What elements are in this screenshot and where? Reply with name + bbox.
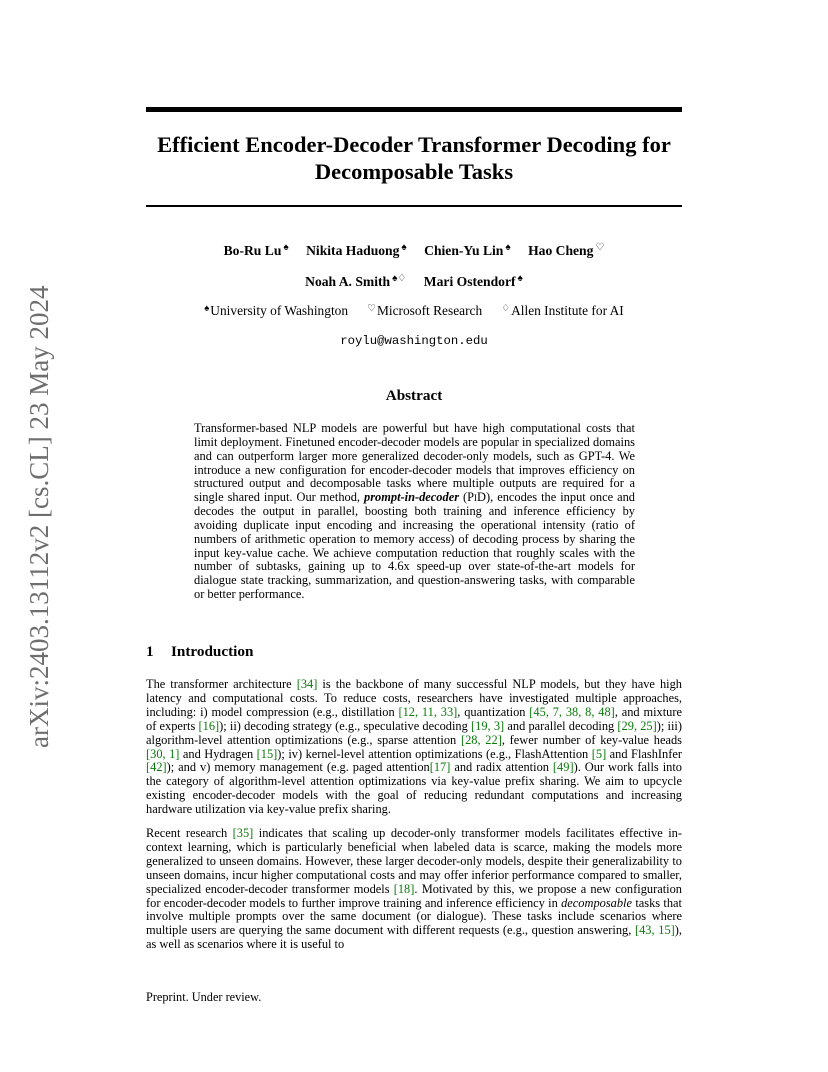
author-line-1 (146, 242, 682, 259)
citation-link[interactable]: [5] (591, 746, 607, 761)
affiliation-mark: ♠♢ (392, 273, 407, 284)
paragraph-text: and radix attention (450, 760, 553, 775)
citation-link[interactable]: [30, 1] (146, 746, 180, 761)
author-line-2 (146, 273, 682, 290)
citation-link[interactable]: [19, 3] (471, 718, 505, 733)
paragraph-text: , and mixture of experts (146, 704, 682, 733)
citation-link[interactable]: [12, 11, 33] (398, 704, 458, 719)
title-rule-top (146, 107, 682, 112)
method-name: prompt-in-decoder (364, 490, 460, 505)
intro-paragraph-1 (146, 678, 682, 817)
citation-link[interactable]: [17] (429, 760, 451, 775)
author-name: Noah A. Smith (305, 274, 391, 289)
method-abbreviation: PiD (467, 490, 486, 505)
affiliation-mark: ♡ (595, 242, 605, 253)
emphasis-text: decomposable (561, 895, 632, 910)
citation-link[interactable]: [28, 22] (460, 732, 502, 747)
paragraph-text: . Motivated by this, we propose a new configuration for encoder-decoder models to further improve training and inference efficiency in (146, 881, 682, 910)
author (424, 273, 523, 290)
title-line-2: Decomposable Tasks (314, 159, 514, 184)
paragraph-text: and parallel decoding (504, 718, 618, 733)
author-name: Hao Cheng (528, 243, 594, 258)
affiliation-mark: ♢ (501, 304, 511, 314)
author (424, 242, 511, 259)
affiliation-name: Microsoft Research (376, 303, 483, 318)
affiliation-mark: ♠ (283, 242, 289, 253)
paragraph-text: Recent research (146, 826, 233, 840)
abstract-text-part: ), encodes the input once and decodes the output in parallel, boosting both training and inference efficiency by avoiding duplicate input encoding and increasing the operational intensity (ratio of numbers of arithmetic operation to memory access) of decoding process by sharing the input key-value cache. We achieve computation reduction that roughly scales with the number of subtasks, gaining up to 4.6x speed-up over state-of-the-art models for dialogue state tracking, summarization, and question-answering tasks, with comparable or better performance. (194, 490, 635, 602)
affiliation-mark: ♠ (204, 304, 210, 314)
author (305, 273, 406, 290)
section-title: Introduction (171, 643, 254, 660)
paragraph-text: ), as well as scenarios where it is useful to (146, 923, 682, 952)
affiliation-mark: ♠ (505, 242, 511, 253)
footer-note: Preprint. Under review. (146, 990, 262, 1004)
affiliation (502, 303, 624, 319)
citation-link[interactable]: [15] (256, 746, 278, 761)
author-name: Bo-Ru Lu (223, 243, 282, 258)
citation-link[interactable]: [34] (296, 677, 318, 691)
contact-email[interactable]: roylu@washington.edu (340, 334, 488, 348)
abstract-heading: Abstract (385, 387, 443, 404)
section-heading (146, 643, 253, 661)
section-number: 1 (146, 643, 154, 660)
paragraph-text: The transformer architecture (146, 677, 297, 691)
affiliation-name: University of Washington (210, 303, 349, 318)
paragraph-text: and FlashInfer (606, 746, 682, 761)
paragraph-text: ); iii) algorithm-level attention optimizations (e.g., sparse attention (146, 718, 682, 747)
paragraph-text: indicates that scaling up decoder-only transformer models facilitates effective in-context learning, which is particularly beneficial when labeled data is scarce, making the models more generalized to unseen domains. However, these larger decoder-only models, despite their generalizability to unseen domains, incur higher computational costs and may offer inferior performance compared to smaller, specialized encoder-decoder transformer models (146, 826, 682, 896)
author-name: Mari Ostendorf (423, 274, 516, 289)
abstract-text-part: ( (459, 490, 468, 505)
title-line-1: Efficient Encoder-Decoder Transformer Decoding for (157, 132, 671, 157)
intro-paragraph-2 (146, 827, 682, 952)
abstract-text (194, 422, 635, 602)
citation-link[interactable]: [16] (198, 718, 220, 733)
paragraph-text: tasks that involve multiple prompts over the same document (or dialogue). These tasks include scenarios where multiple users are querying the same document with different requests (e.g., question answering, (146, 895, 682, 938)
affiliation-mark: ♠ (401, 242, 407, 253)
paper-title (146, 131, 682, 185)
author (528, 242, 604, 259)
affiliation-mark: ♡ (367, 304, 376, 314)
citation-link[interactable]: [49] (552, 760, 574, 775)
citation-link[interactable]: [18] (393, 881, 415, 896)
author (224, 242, 289, 259)
paragraph-text: ); and v) memory management (e.g. paged attention (166, 760, 430, 775)
paragraph-text: , fewer number of key-value heads (501, 732, 682, 747)
author-name: Nikita Haduong (306, 243, 400, 258)
paragraph-text: ). Our work falls into the category of algorithm-level attention optimizations via key-value prefix sharing. We aim to upcycle existing encoder-decoder models with the goal of reducing redundant computations and increasing hardware utilization via key-value prefix sharing. (146, 760, 682, 817)
paragraph-text: and Hydragen (179, 746, 257, 761)
affiliation-name: Allen Institute for AI (511, 303, 624, 318)
affiliation (367, 303, 482, 319)
affiliation (204, 303, 348, 319)
paragraph-text: , quantization (457, 704, 530, 719)
affiliations (146, 303, 682, 319)
paragraph-text: ); iv) kernel-level attention optimizations (e.g., FlashAttention (277, 746, 592, 761)
citation-link[interactable]: [43, 15] (634, 923, 675, 938)
citation-link[interactable]: [29, 25] (617, 718, 657, 733)
title-rule-bottom (146, 205, 682, 207)
citation-link[interactable]: [42] (146, 760, 167, 775)
author (306, 242, 407, 259)
abstract-text-part: Transformer-based NLP models are powerful but have high computational costs that limit deployment. Finetuned encoder-decoder models are popular in specialized domains and can outperform larger more generalized decoder-only models, such as GPT-4. We introduce a new configuration for encoder-decoder models that improves efficiency on structured output and decomposable tasks where multiple outputs are required for a single shared input. Our method, (194, 421, 635, 505)
author-name: Chien-Yu Lin (424, 243, 504, 258)
affiliation-mark: ♠ (517, 273, 523, 284)
citation-link[interactable]: [35] (232, 826, 254, 840)
arxiv-identifier[interactable]: arXiv:2403.13112v2 [cs.CL] 23 May 2024 (24, 285, 54, 748)
paragraph-text: ); ii) decoding strategy (e.g., speculative decoding (219, 718, 472, 733)
citation-link[interactable]: [45, 7, 38, 8, 48] (529, 704, 615, 719)
paragraph-text: is the backbone of many successful NLP models, but they have high latency and computational costs. To reduce costs, researchers have investigated multiple approaches, including: i) model compression (e.g., distillation (146, 677, 683, 719)
